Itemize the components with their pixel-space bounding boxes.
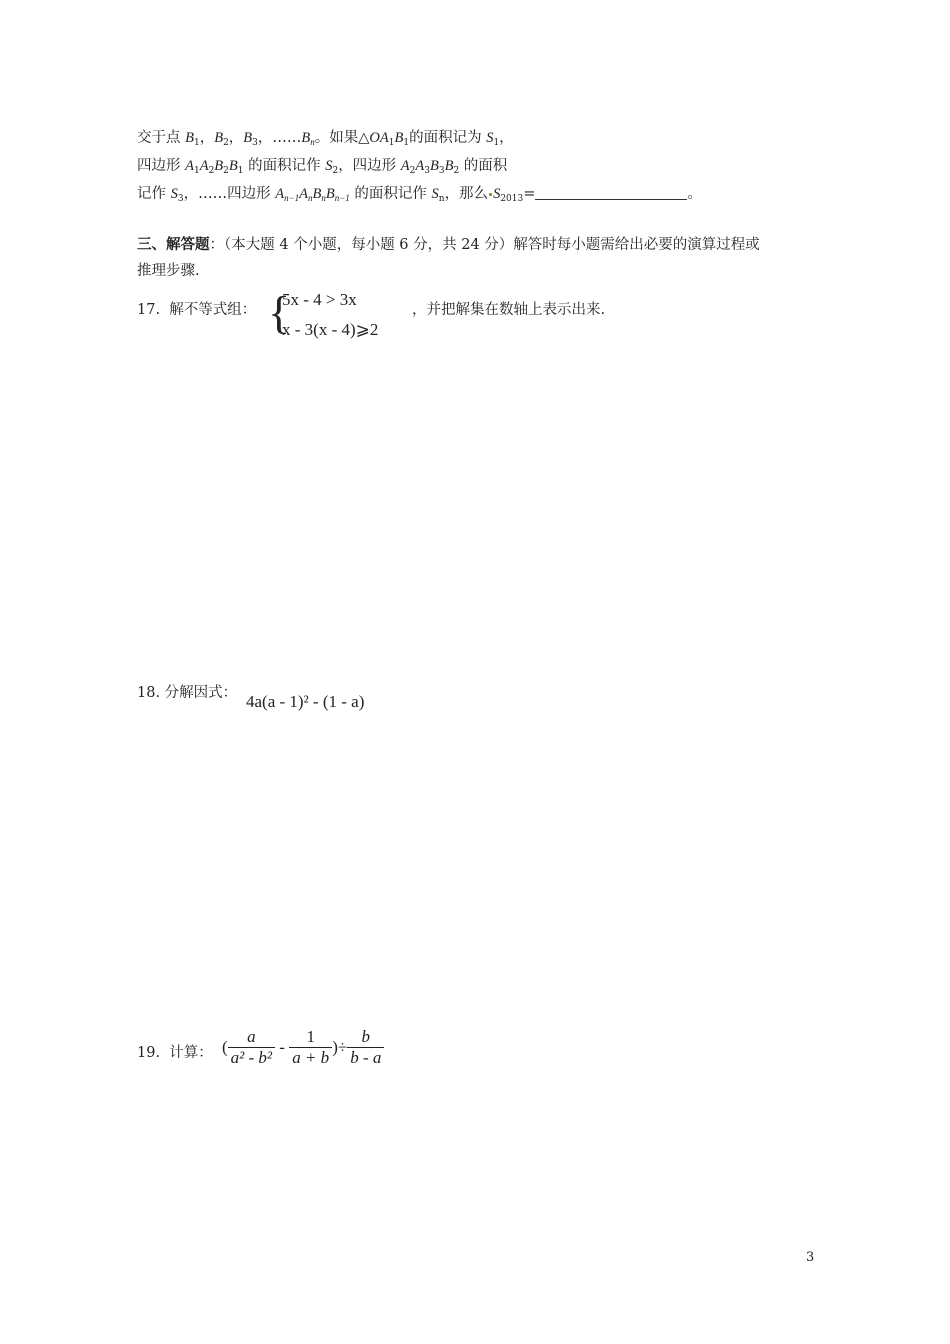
q17-number: 17.: [137, 302, 161, 318]
q17-label: [137, 300, 256, 320]
section-title: 三、解答题: [137, 236, 210, 253]
page-number: 3: [806, 1250, 815, 1265]
q19-text: 计算：: [169, 1045, 213, 1061]
section-desc-line2: 推理步骤.: [137, 263, 200, 279]
continuation-line-1: 交于点 $B_1$，$B_2$，$B_3$，$\dots\dots B_n$。如果$\triangle OA_1B_1$的面积记为 $S_1$，: [137, 130, 514, 148]
q17-text: 解不等式组：: [169, 302, 257, 318]
q19-number: 19.: [137, 1045, 161, 1061]
fraction-2: $\frac{1}{a + b}$: [289, 1027, 332, 1068]
fraction-1: $\frac{a}{\text{a² - b²}}$: [228, 1027, 275, 1068]
continuation-line-2: 四边形 $A_1A_2B_2B_1$ 的面积记作 $S_2$，四边形 $A_2A_3B_3B_2$ 的面积: [137, 158, 508, 176]
continuation-line-3: 记作 $S_3$，……四边形 $A_{n-1}A_nB_nB_{n-1}$ 的面积记作 $S_n$，那么 $S_{2013}=$ 。: [137, 186, 702, 204]
fraction-3: $\frac{b}{b - a}$: [347, 1027, 384, 1068]
system-brace: {: [268, 287, 291, 338]
q19-label: [137, 1043, 213, 1063]
q18-label: 18. 分解因式：: [137, 685, 238, 701]
q19-expression: ( $\frac{a}{\text{a² - b²}}$ - $\frac{1}{a + b}$ )÷ $\frac{b}{b - a}$: [222, 1027, 384, 1068]
q18-expression: 4a(a - 1)² - (1 - a): [246, 692, 365, 711]
section-heading: [137, 235, 760, 255]
inequality-2: x - 3(x - 4)⩾2: [282, 320, 379, 339]
inequality-1: 5x - 4 > 3x: [282, 290, 357, 309]
section-desc: ：（本大题 4 个小题，每小题 6 分，共 24 分）解答时每小题需给出必要的演算过程或: [209, 237, 760, 253]
answer-blank[interactable]: [535, 185, 687, 200]
q17-instruction: ，并把解集在数轴上表示出来.: [412, 302, 606, 318]
